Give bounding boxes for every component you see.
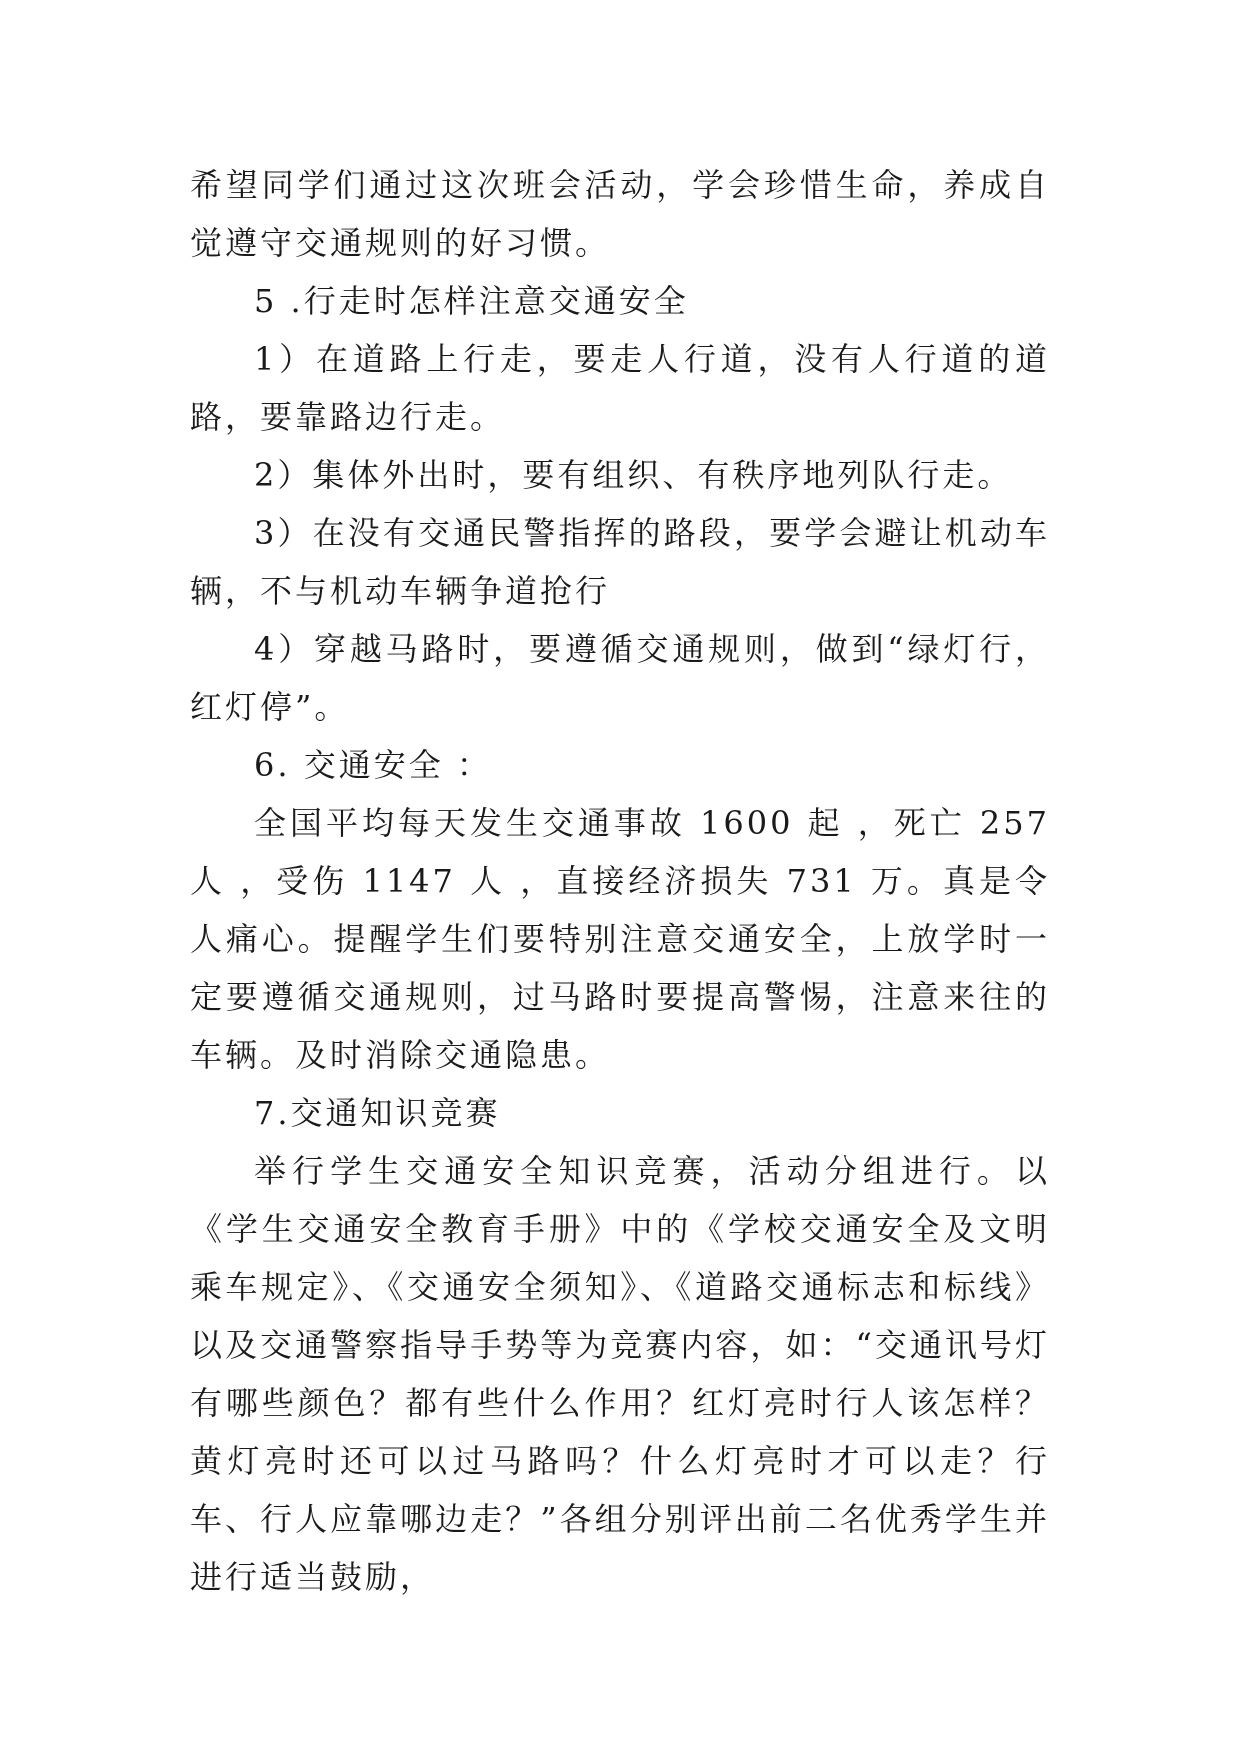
paragraph-conclusion: 希望同学们通过这次班会活动，学会珍惜生命，养成自觉遵守交通规则的好习惯。	[190, 166, 1050, 262]
paragraph-contest-description: 举行学生交通安全知识竞赛，活动分组进行。以《学生交通安全教育手册》中的《学校交通安全及文明乘车规定》、《交通安全须知》、《道路交通标志和标线》以及交通警察指导手势等为竞赛内容，如：“交通讯号灯有哪些颜色？都有些什么作用？红灯亮时行人该怎样？黄灯亮时还可以过马路吗？什么灯亮时才可以走？行车、行人应靠哪边走？”各组分别评出前二名优秀学生并进行适当鼓励，	[190, 1152, 1050, 1596]
list-item-walk-sidewalk: 1）在道路上行走，要走人行道，没有人行道的道路，要靠路边行走。	[190, 340, 1050, 436]
section-heading-walking-safety: 5 .行走时怎样注意交通安全	[254, 282, 689, 320]
list-item-crossing-road: 4）穿越马路时，要遵循交通规则，做到“绿灯行，红灯停”。	[190, 630, 1050, 726]
list-item-yield-vehicles: 3）在没有交通民警指挥的路段，要学会避让机动车辆，不与机动车辆争道抢行	[190, 514, 1050, 610]
section-heading-knowledge-contest: 7.交通知识竞赛	[254, 1094, 501, 1132]
list-item-group-outing: 2）集体外出时，要有组织、有秩序地列队行走。	[254, 456, 1013, 494]
section-heading-traffic-safety: 6. 交通安全 ：	[254, 746, 492, 784]
paragraph-accident-statistics: 全国平均每天发生交通事故 1600 起 ，死亡 257 人 ，受伤 1147 人 ，直接经济损失 731 万。真是令人痛心。提醒学生们要特别注意交通安全，上放学时一定要遵循交通规则，过马路时要提高警惕，注意来往的车辆。及时消除交通隐患。	[190, 804, 1050, 1074]
document-body	[190, 156, 1050, 1606]
